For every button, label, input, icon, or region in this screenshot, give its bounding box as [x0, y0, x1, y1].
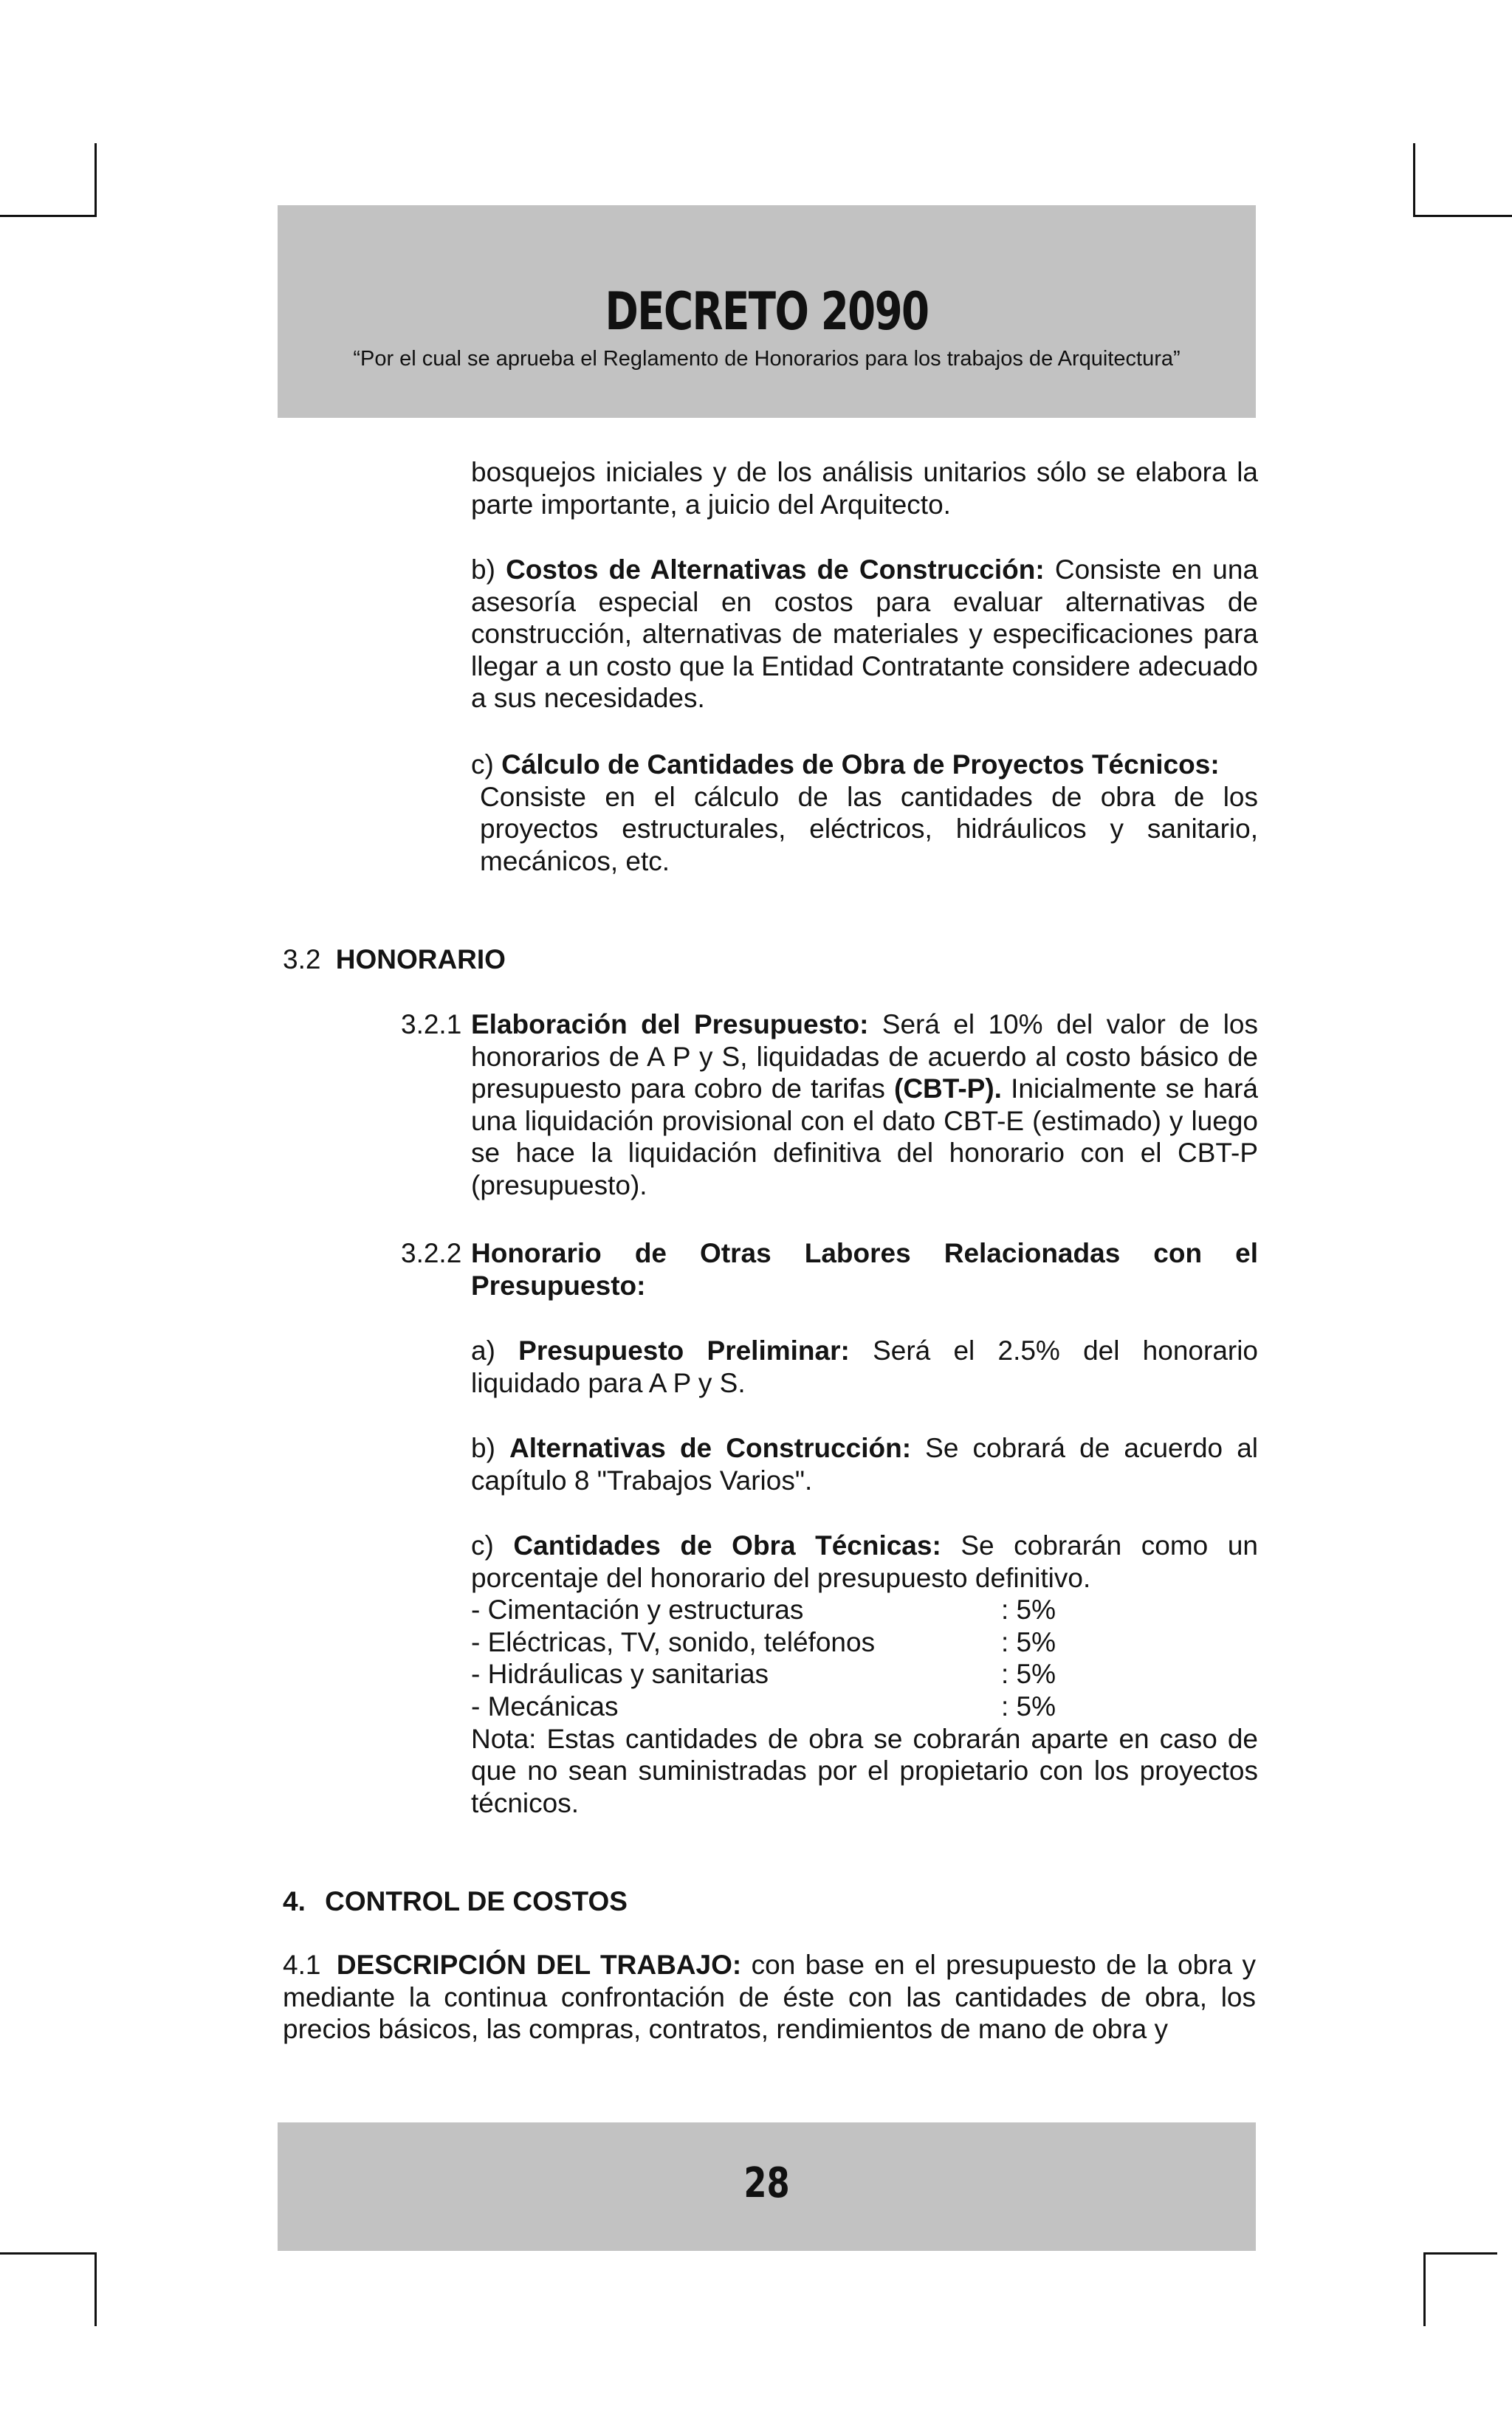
code-cbt-p: (CBT-P). [894, 1073, 1002, 1104]
subsection-label-line1: Honorario de Otras Labores Relacionadas con el [471, 1238, 1258, 1268]
section-heading-4 [283, 1885, 628, 1918]
header-band [278, 205, 1256, 418]
list-item-label: - Hidráulicas y sanitarias [471, 1659, 769, 1690]
paragraph-costos-alternativas [471, 554, 1258, 715]
list-item-value: : 5% [1001, 1691, 1056, 1722]
list-item-value: : 5% [1001, 1595, 1056, 1626]
section-number: 4. [283, 1886, 306, 1916]
list-item [471, 1626, 1258, 1659]
crop-mark-top-right-vertical [1413, 143, 1415, 217]
section-title: HONORARIO [335, 944, 506, 974]
intro-text: bosquejos iniciales y de los análisis unitarios sólo se elabora la parte importante, a juicio del Arquitecto. [471, 457, 1258, 520]
list-item-value: : 5% [1001, 1659, 1056, 1690]
item-prefix: c) [471, 1530, 494, 1561]
item-text: Consiste en una asesoría especial en costos para evaluar alternativas de construcción, alternativas de materiales y especificaciones para llegar a un costo que la Entidad Contratante considere adecuado a sus necesidades. [471, 554, 1259, 714]
section-number: 4.1 [283, 1950, 321, 1980]
crop-mark-bottom-right-vertical [1423, 2252, 1426, 2326]
item-body [471, 781, 1258, 878]
crop-mark-bottom-right-horizontal [1423, 2252, 1497, 2255]
heading-otras-labores [471, 1237, 1258, 1301]
item-label: Costos de Alternativas de Construcción: [506, 554, 1045, 585]
item-prefix: a) [471, 1335, 495, 1366]
paragraph-presupuesto-preliminar [471, 1335, 1258, 1399]
subsection-label-line2: Presupuesto: [471, 1270, 646, 1301]
item-text: Consiste en el cálculo de las cantidades de obra de los proyectos estructurales, eléctricos, hidráulicos y sanitario, mecánicos, etc. [480, 781, 1258, 876]
item-text: Se cobrarán como un porcentaje del honorario del presupuesto definitivo. [471, 1530, 1258, 1593]
section-label: DESCRIPCIÓN DEL TRABAJO: [336, 1950, 742, 1980]
item-label: Cantidades de Obra Técnicas: [513, 1530, 941, 1561]
item-heading-line [471, 749, 1258, 781]
paragraph-descripcion-trabajo [283, 1949, 1256, 2046]
section-text: con base en el presupuesto de la obra y mediante la continua confrontación de éste con las cantidades de obra, los precios básicos, las compras, contratos, rendimientos de mano de obra y [283, 1950, 1257, 2045]
crop-mark-bottom-left-horizontal [0, 2252, 97, 2255]
crop-mark-top-left-vertical [94, 143, 97, 217]
document-title: DECRETO 2090 [605, 281, 929, 342]
paragraph-elaboracion-presupuesto [471, 1008, 1258, 1202]
list-item [471, 1658, 1258, 1691]
page-number: 28 [743, 2159, 790, 2207]
subsection-label: Elaboración del Presupuesto: [471, 1009, 869, 1039]
list-item-label: - Mecánicas [471, 1691, 619, 1722]
list-item-value: : 5% [1001, 1626, 1056, 1657]
list-item-label: - Cimentación y estructuras [471, 1595, 804, 1626]
item-label: Alternativas de Construcción: [509, 1433, 912, 1463]
nota-paragraph: Nota: Estas cantidades de obra se cobrarán aparte en caso de que no sean suministradas por el propietario con los proyectos técnicos. [471, 1723, 1258, 1818]
section-title: CONTROL DE COSTOS [325, 1886, 628, 1916]
item-text: Será el 2.5% del honorario liquidado para A P y S. [471, 1335, 1259, 1398]
item-prefix: b) [471, 1433, 495, 1463]
section-heading-3-2 [283, 943, 506, 976]
section-number-3-2-1: 3.2.1 [401, 1009, 462, 1039]
section-number-3-2-2: 3.2.2 [401, 1238, 462, 1268]
paragraph-alternativas-construccion [471, 1432, 1258, 1496]
percentage-list [471, 1594, 1258, 1722]
footer-band [278, 2122, 1256, 2251]
subsection-text-a: Será el 10% del valor de los honorarios de A P y S, liquidadas de acuerdo al costo básico de presupuesto para cobro de tarifas [471, 1009, 1259, 1104]
paragraph-calculo-cantidades [471, 749, 1258, 877]
subsection-text-b: Inicialmente se hará una liquidación provisional con el dato CBT-E (estimado) y luego se hace la liquidación definitiva del honorario con el CBT-P (presupuesto). [471, 1073, 1258, 1200]
paragraph-cantidades-obra [471, 1530, 1258, 1594]
list-item [471, 1594, 1258, 1626]
item-label: Cálculo de Cantidades de Obra de Proyectos Técnicos: [501, 749, 1220, 780]
item-prefix: b) [471, 554, 495, 585]
crop-mark-top-left-horizontal [0, 215, 97, 217]
item-text: Se cobrará de acuerdo al capítulo 8 "Trabajos Varios". [471, 1433, 1259, 1496]
intro-paragraph [471, 456, 1258, 520]
item-prefix: c) [471, 749, 494, 780]
crop-mark-bottom-left-vertical [94, 2252, 97, 2326]
item-label: Presupuesto Preliminar: [518, 1335, 850, 1366]
list-item [471, 1691, 1258, 1723]
list-item-label: - Eléctricas, TV, sonido, teléfonos [471, 1626, 876, 1657]
section-number: 3.2 [283, 944, 321, 974]
crop-mark-top-right-horizontal [1413, 215, 1512, 217]
block-cantidades-obra [471, 1530, 1258, 1819]
document-subtitle: “Por el cual se aprueba el Reglamento de Honorarios para los trabajos de Arquitectura” [353, 347, 1181, 371]
